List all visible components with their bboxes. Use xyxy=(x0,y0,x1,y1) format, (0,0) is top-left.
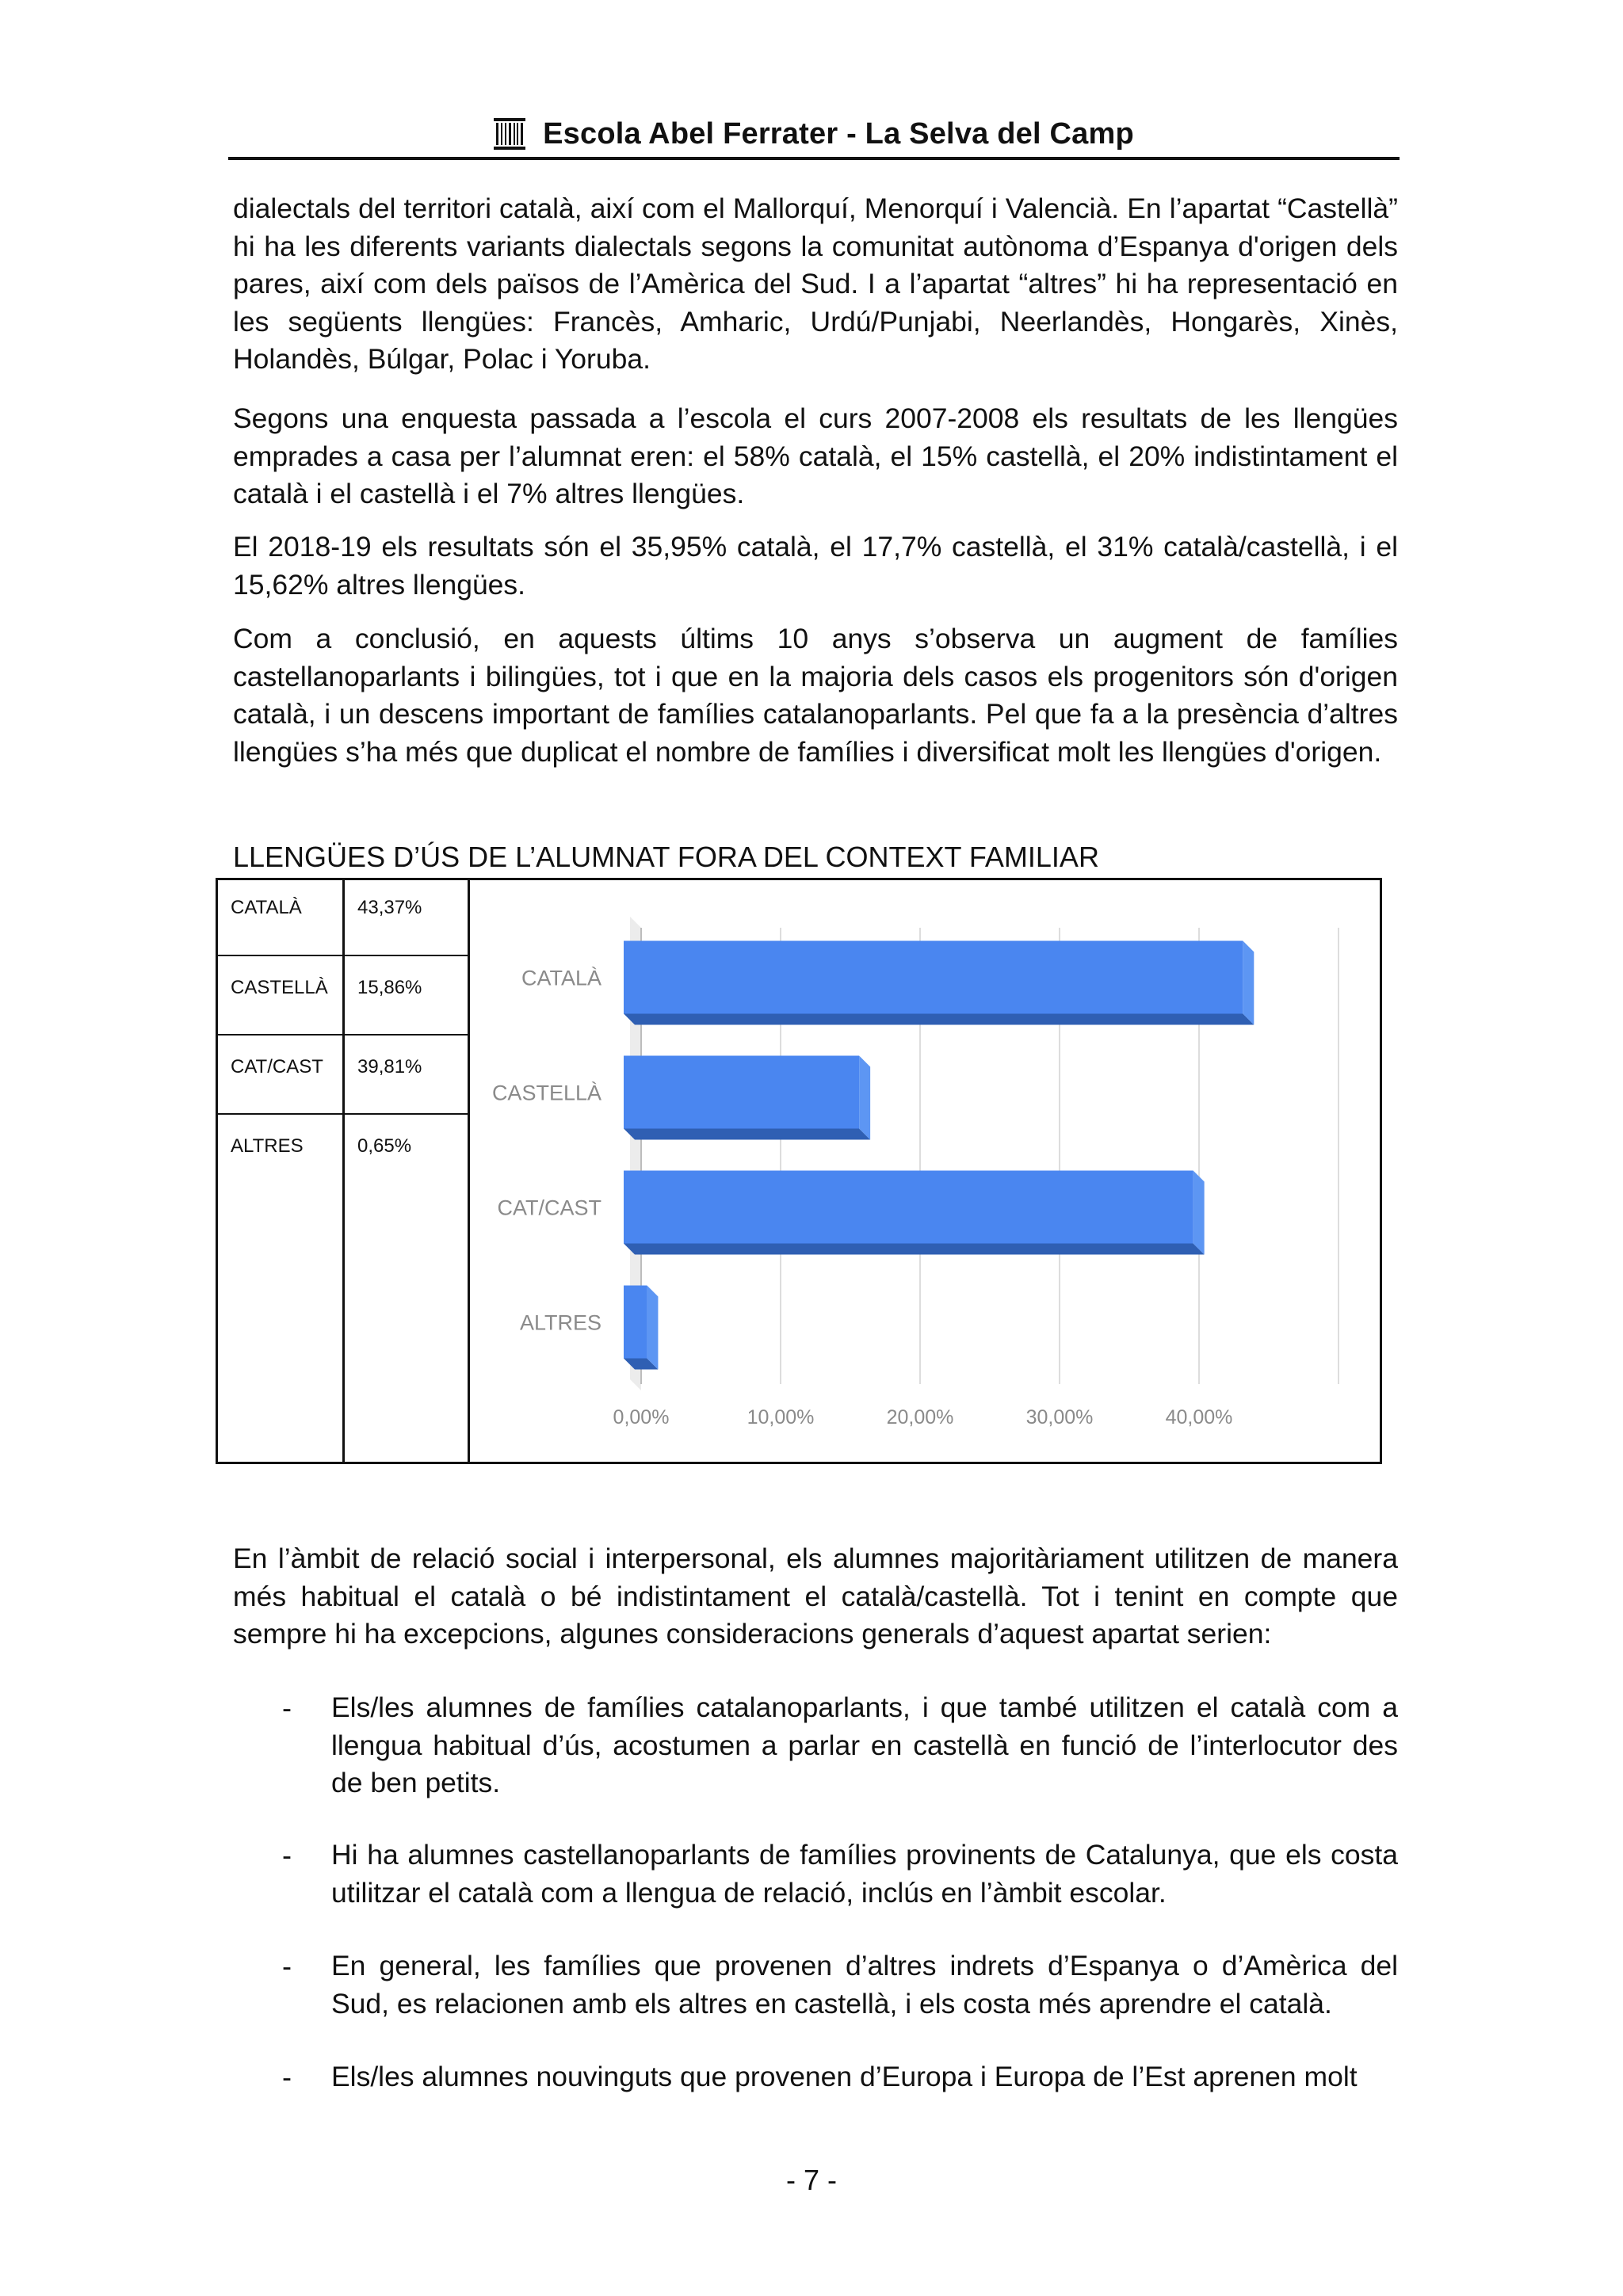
bullet-dash: - xyxy=(282,1950,292,1982)
chart-section-title: LLENGÜES D’ÚS DE L’ALUMNAT FORA DEL CONTEXT FAMILIAR xyxy=(233,841,1099,873)
chart-tick-label: 40,00% xyxy=(1165,1406,1233,1428)
table-label-catala: CATALÀ xyxy=(231,897,302,918)
chart-bar xyxy=(624,941,1243,1014)
table-value-altres: 0,65% xyxy=(357,1135,412,1157)
chart-bar-shadow xyxy=(624,1014,1254,1025)
paragraph-5: En l’àmbit de relació social i interpersonal, els alumnes majoritàriament utilitzen de manera més habitual el català o bé indistintament el català/castellà. Tot i tenint en compte que sempre hi ha excepcions, algunes consideracions generals d’aquest apartat serien: xyxy=(233,1543,1398,1650)
chart-bar xyxy=(624,1056,859,1129)
bullet-text: Els/les alumnes nouvinguts que provenen d’Europa i Europa de l’Est aprenen molt xyxy=(331,2061,1358,2092)
chart-tick-label: 0,00% xyxy=(613,1406,670,1428)
bullet-text: Els/les alumnes de famílies catalanoparlants, i que també utilitzen el català com a llengua habitual d’ús, acostumen a parlar en castellà en funció de l’interlocutor des de ben petits. xyxy=(331,1691,1398,1798)
chart-bar xyxy=(624,1171,1193,1244)
table-value-castella: 15,86% xyxy=(357,977,422,998)
chart-bar-side xyxy=(859,1056,870,1140)
chart-bar-shadow xyxy=(624,1244,1205,1255)
bullet-text: Hi ha alumnes castellanoparlants de famílies provinents de Catalunya, que els costa utilitzar el català com a llengua de relació, inclús en l’àmbit escolar. xyxy=(331,1839,1398,1909)
table-label-castella: CASTELLÀ xyxy=(231,977,328,998)
chart-bar xyxy=(624,1286,647,1359)
paragraph-2: Segons una enquesta passada a l’escola el curs 2007-2008 els resultats de les llengües emprades a casa per l’alumnat eren: el 58% català, el 15% castellà, el 20% indistintament el català i el castellà i el 7% altres llengües. xyxy=(233,402,1398,509)
bullet-dash: - xyxy=(282,1839,292,1871)
chart-bar-side xyxy=(1243,941,1254,1025)
chart-category-label: CASTELLÀ xyxy=(491,1081,601,1105)
page-header xyxy=(228,111,1400,160)
chart-category-label: ALTRES xyxy=(519,1310,601,1335)
page-number: - 7 - xyxy=(785,2164,837,2196)
chart-bar-side xyxy=(1193,1171,1205,1255)
chart-category-label: CATALÀ xyxy=(521,966,601,990)
chart-bar-shadow xyxy=(624,1129,870,1140)
table-label-catcast: CAT/CAST xyxy=(231,1056,323,1077)
paragraph-3: El 2018-19 els resultats són el 35,95% català, el 17,7% castellà, el 31% català/castellà, i el 15,62% altres llengües. xyxy=(233,531,1398,601)
chart-tick-label: 30,00% xyxy=(1025,1406,1094,1428)
chart-tick-label: 20,00% xyxy=(886,1406,954,1428)
chart-table-box xyxy=(216,878,1382,1464)
table-value-catcast: 39,81% xyxy=(357,1056,422,1077)
chart-bar-side xyxy=(647,1286,658,1370)
school-crest-icon xyxy=(494,118,525,150)
bullet-dash: - xyxy=(282,1691,292,1724)
chart-category-label: CAT/CAST xyxy=(497,1196,601,1220)
bar-chart xyxy=(218,880,1380,1462)
paragraph-4: Com a conclusió, en aquests últims 10 anys s’observa un augment de famílies castellanoparlants i bilingües, tot i que en la majoria dels casos els progenitors són d'origen català, i un descens important de famílies catalanoparlants. Pel que fa a la presència d’altres llengües s’ha més que duplicat el nombre de famílies i diversificat molt les llengües d'origen. xyxy=(233,623,1398,768)
header-title: Escola Abel Ferrater - La Selva del Camp xyxy=(543,116,1134,151)
table-value-catala: 43,37% xyxy=(357,897,422,918)
table-label-altres: ALTRES xyxy=(231,1135,304,1157)
paragraph-1: dialectals del territori català, així com el Mallorquí, Menorquí i Valencià. En l’apartat “Castellà” hi ha les diferents variants dialectals segons la comunitat autònoma d’Espanya d'origen dels pares, així com dels països de l’Amèrica del Sud. I a l’apartat “altres” hi ha representació en les següents llengües: Francès, Amharic, Urdú/Punjabi, Neerlandès, Hongarès, Xinès, Holandès, Búlgar, Polac i Yoruba. xyxy=(233,193,1398,375)
bullet-text: En general, les famílies que provenen d’altres indrets d’Espanya o d’Amèrica del Sud, es relacionen amb els altres en castellà, i els costa més aprendre el català. xyxy=(331,1950,1398,2019)
bullet-dash: - xyxy=(282,2061,292,2093)
chart-tick-label: 10,00% xyxy=(747,1406,815,1428)
